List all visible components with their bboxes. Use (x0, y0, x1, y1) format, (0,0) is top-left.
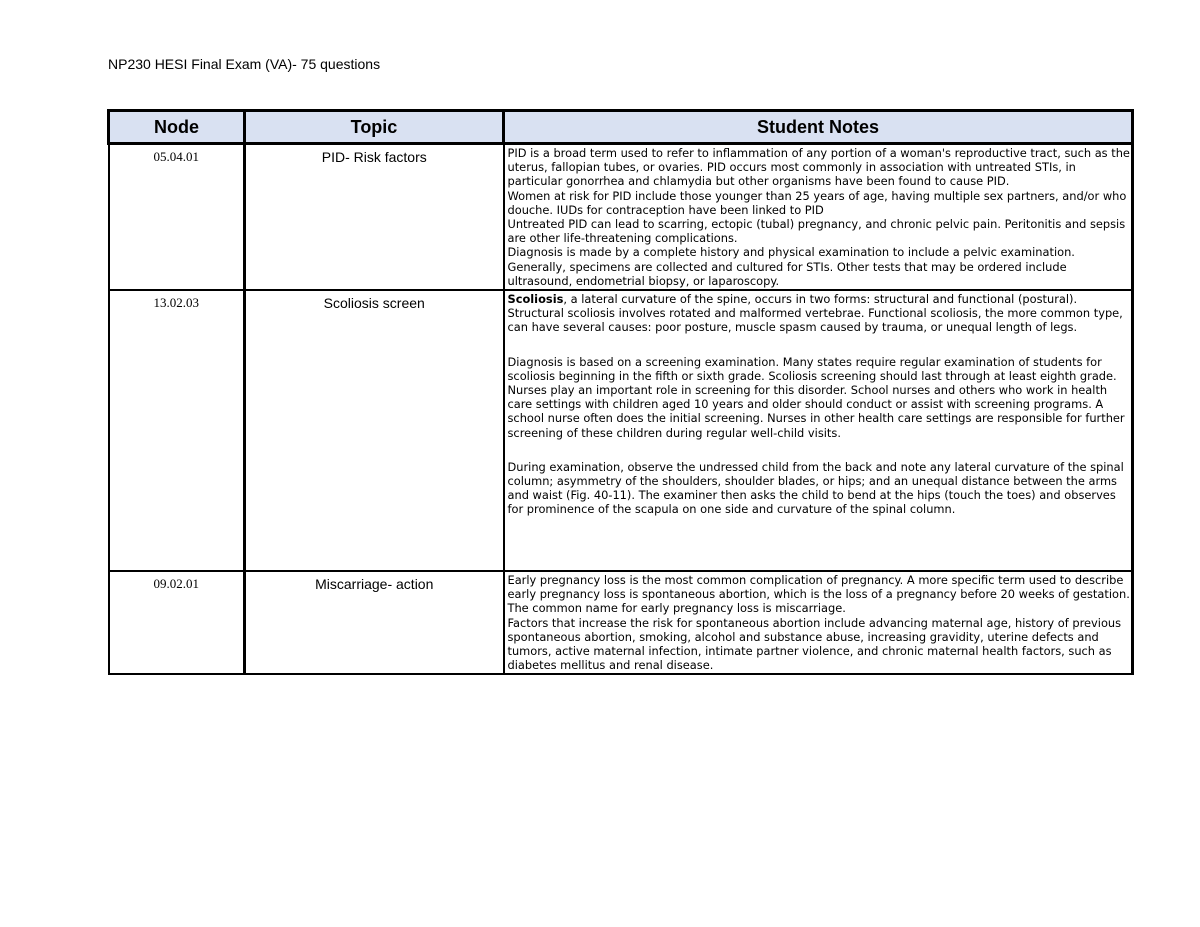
document-title: NP230 HESI Final Exam (VA)- 75 questions (108, 56, 381, 72)
notes-paragraph (508, 292, 1132, 335)
table-row (109, 290, 1133, 571)
notes-paragraph: Women at risk for PID include those younger than 25 years of age, having multiple sex partners, and/or who douche. IUDs for contraception have been linked to PID (507, 188, 1127, 217)
topic-cell: PID- Risk factors (245, 144, 504, 291)
table-row (109, 144, 1133, 291)
topic-cell: Scoliosis screen (245, 290, 504, 571)
study-notes-table (107, 109, 1134, 675)
node-cell: 13.02.03 (109, 290, 245, 571)
notes-cell (504, 571, 1133, 674)
notes-paragraph: During examination, observe the undressed child from the back and note any lateral curvature of the spinal column; asymmetry of the shoulders, shoulder blades, or hips; and an unequal distance between the arms and waist (Fig. 40-11). The examiner then asks the child to bend at the hips (touch the toes) and observes for prominence of the scapula on one side and curvature of the spinal column. (507, 459, 1124, 517)
topic-cell: Miscarriage- action (245, 571, 504, 674)
header-topic: Topic (245, 111, 504, 144)
notes-text: , a lateral curvature of the spine, occurs in two forms: structural and functional (postural). Structural scoliosis involves rotated and malformed vertebrae. Functional scoliosis, the more common type, can have several causes: poor posture, muscle spasm caused by trauma, or unequal length of legs. (507, 292, 1123, 335)
node-cell: 05.04.01 (109, 144, 245, 291)
notes-term: Scoliosis (507, 292, 564, 306)
notes-paragraph: Untreated PID can lead to scarring, ectopic (tubal) pregnancy, and chronic pelvic pain. Peritonitis and sepsis are other life-threatening complications. (507, 217, 1126, 246)
notes-cell (504, 144, 1133, 291)
table-header-row (109, 111, 1133, 144)
node-cell: 09.02.01 (109, 571, 245, 674)
notes-paragraph: Factors that increase the risk for spontaneous abortion include advancing maternal age, history of previous spontaneous abortion, smoking, alcohol and substance abuse, increasing gravidity, uterine defects and tumors, active maternal infection, intimate partner violence, and chronic maternal health factors, such as diabetes mellitus and renal disease. (507, 615, 1122, 673)
header-student-notes: Student Notes (504, 111, 1133, 144)
notes-paragraph: Diagnosis is based on a screening examination. Many states require regular examination of students for scoliosis beginning in the fifth or sixth grade. Scoliosis screening should last through at least eighth grade. Nurses play an important role in screening for this disorder. School nurses and others who work in health care settings with children aged 10 years and older should conduct or assist with screening programs. A school nurse often does the initial screening. Nurses in other health care settings are responsible for further screening of these children during regular well-child visits. (507, 354, 1125, 440)
notes-paragraph: Diagnosis is made by a complete history and physical examination to include a pelvic examination. Generally, specimens are collected and cultured for STIs. Other tests that may be ordered include ultrasound, endometrial biopsy, or laparoscopy. (507, 245, 1075, 288)
notes-paragraph: PID is a broad term used to refer to inflammation of any portion of a woman's reproductive tract, such as the uterus, fallopian tubes, or ovaries. PID occurs most commonly in association with untreated STIs, in particular gonorrhea and chlamydia but other organisms have been found to cause PID. (507, 146, 1130, 189)
notes-paragraph: Early pregnancy loss is the most common complication of pregnancy. A more specific term used to describe early pregnancy loss is spontaneous abortion, which is the loss of a pregnancy before 20 weeks of gestation. The common name for early pregnancy loss is miscarriage. (507, 573, 1130, 616)
notes-cell (504, 290, 1133, 571)
table-row (109, 571, 1133, 674)
header-node: Node (109, 111, 245, 144)
